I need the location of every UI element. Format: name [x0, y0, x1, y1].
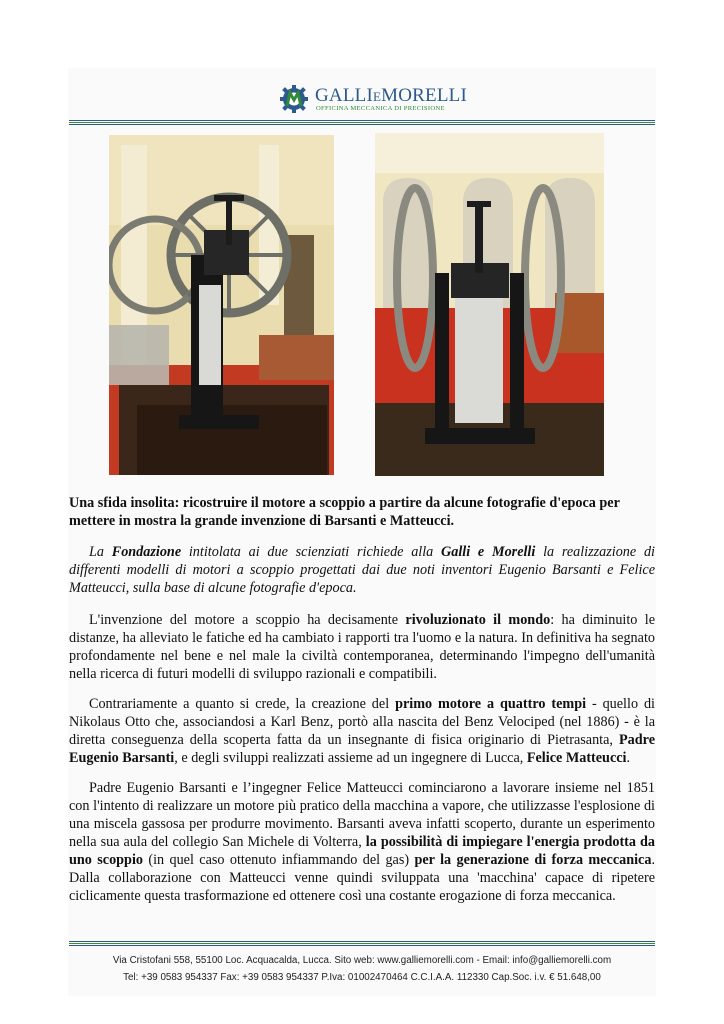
footer-rule: [69, 943, 655, 944]
brand-tagline: OFFICINA MECCANICA DI PRECISIONE: [316, 105, 445, 112]
company-logo: [279, 84, 479, 114]
footer-address: Via Cristofani 558, 55100 Loc. Acquacalda, Lucca. Sito web: www.galliemorelli.com - Email: info@galliemorelli.com: [112, 955, 612, 966]
article-title: Una sfida insolita: ricostruire il motore a scoppio a partire da alcune fotografie d'epoca per mettere in mostra la grande invenzione di Barsanti e Matteucci.: [69, 495, 620, 529]
barsanti-matteucci-engine-photo-angled: [109, 135, 334, 475]
footer-company-info: Tel: +39 0583 954337 Fax: +39 0583 954337 P.Iva: 01002470464 C.C.I.A.A. 112330 Cap.Soc. i.v. € 51.648,00: [123, 972, 601, 983]
header-rule: [69, 124, 655, 125]
engine-photo-left: [109, 135, 334, 475]
paragraph: L'invenzione del motore a scoppio ha decisamente rivoluzionato il mondo: ha diminuito le distanze, ha alleviato le fatiche ed ha cambiato i rapporti tra l'uomo e la natura. In definitiva ha segnato profondamente nel bene e nel male la civiltà contemporanea, determinando l'impegno dell'umanità nella ricerca di futuri modelli di sviluppo razionali e compatibili.: [69, 612, 655, 682]
barsanti-matteucci-engine-photo-front: [375, 133, 604, 476]
engine-photo-right: [375, 133, 604, 476]
header-rule: [69, 122, 655, 123]
brand-name: GALLIEMORELLI: [315, 85, 467, 106]
paragraph: Contrariamente a quanto si crede, la creazione del primo motore a quattro tempi - quello di Nikolaus Otto che, associandosi a Karl Benz, portò alla nascita del Benz Velociped (nel 1886) - è la diretta conseguenza della scoperta fatta da un insegnante di fisica originario di Pietrasanta, Padre Eugenio Barsanti, e degli sviluppi realizzati assieme ad un ingegnere di Lucca, Felice Matteucci.: [69, 696, 655, 766]
gear-logo-icon: [279, 84, 311, 114]
header-rule: [69, 120, 655, 121]
paragraph: La Fondazione intitolata ai due scienziati richiede alla Galli e Morelli la realizzazione di differenti modelli di motori a scoppio progettati dai due noti inventori Eugenio Barsanti e Felice Matteucci, sulla base di alcune fotografie d'epoca.: [69, 544, 655, 596]
footer-rule: [69, 941, 655, 942]
paragraph: Padre Eugenio Barsanti e l’ingegner Felice Matteucci cominciarono a lavorare insieme nel 1851 con l'intento di realizzare un motore più pratico della macchina a vapore, che utilizzasse l'esplosione di una miscela gassosa per produrre movimento. Barsanti aveva infatti scoperto, durante un esperimento nella sua aula del collegio San Michele di Volterra, la possibilità di impiegare l'energia prodotta da uno scoppio (in quel caso ottenuto infiammando del gas) per la generazione di forza meccanica. Dalla collaborazione con Matteucci venne quindi sviluppata una 'macchina' capace di ripetere ciclicamente questa trasformazione ed ottenere così una costante erogazione di forza meccanica.: [69, 780, 655, 904]
footer-rule: [69, 945, 655, 946]
